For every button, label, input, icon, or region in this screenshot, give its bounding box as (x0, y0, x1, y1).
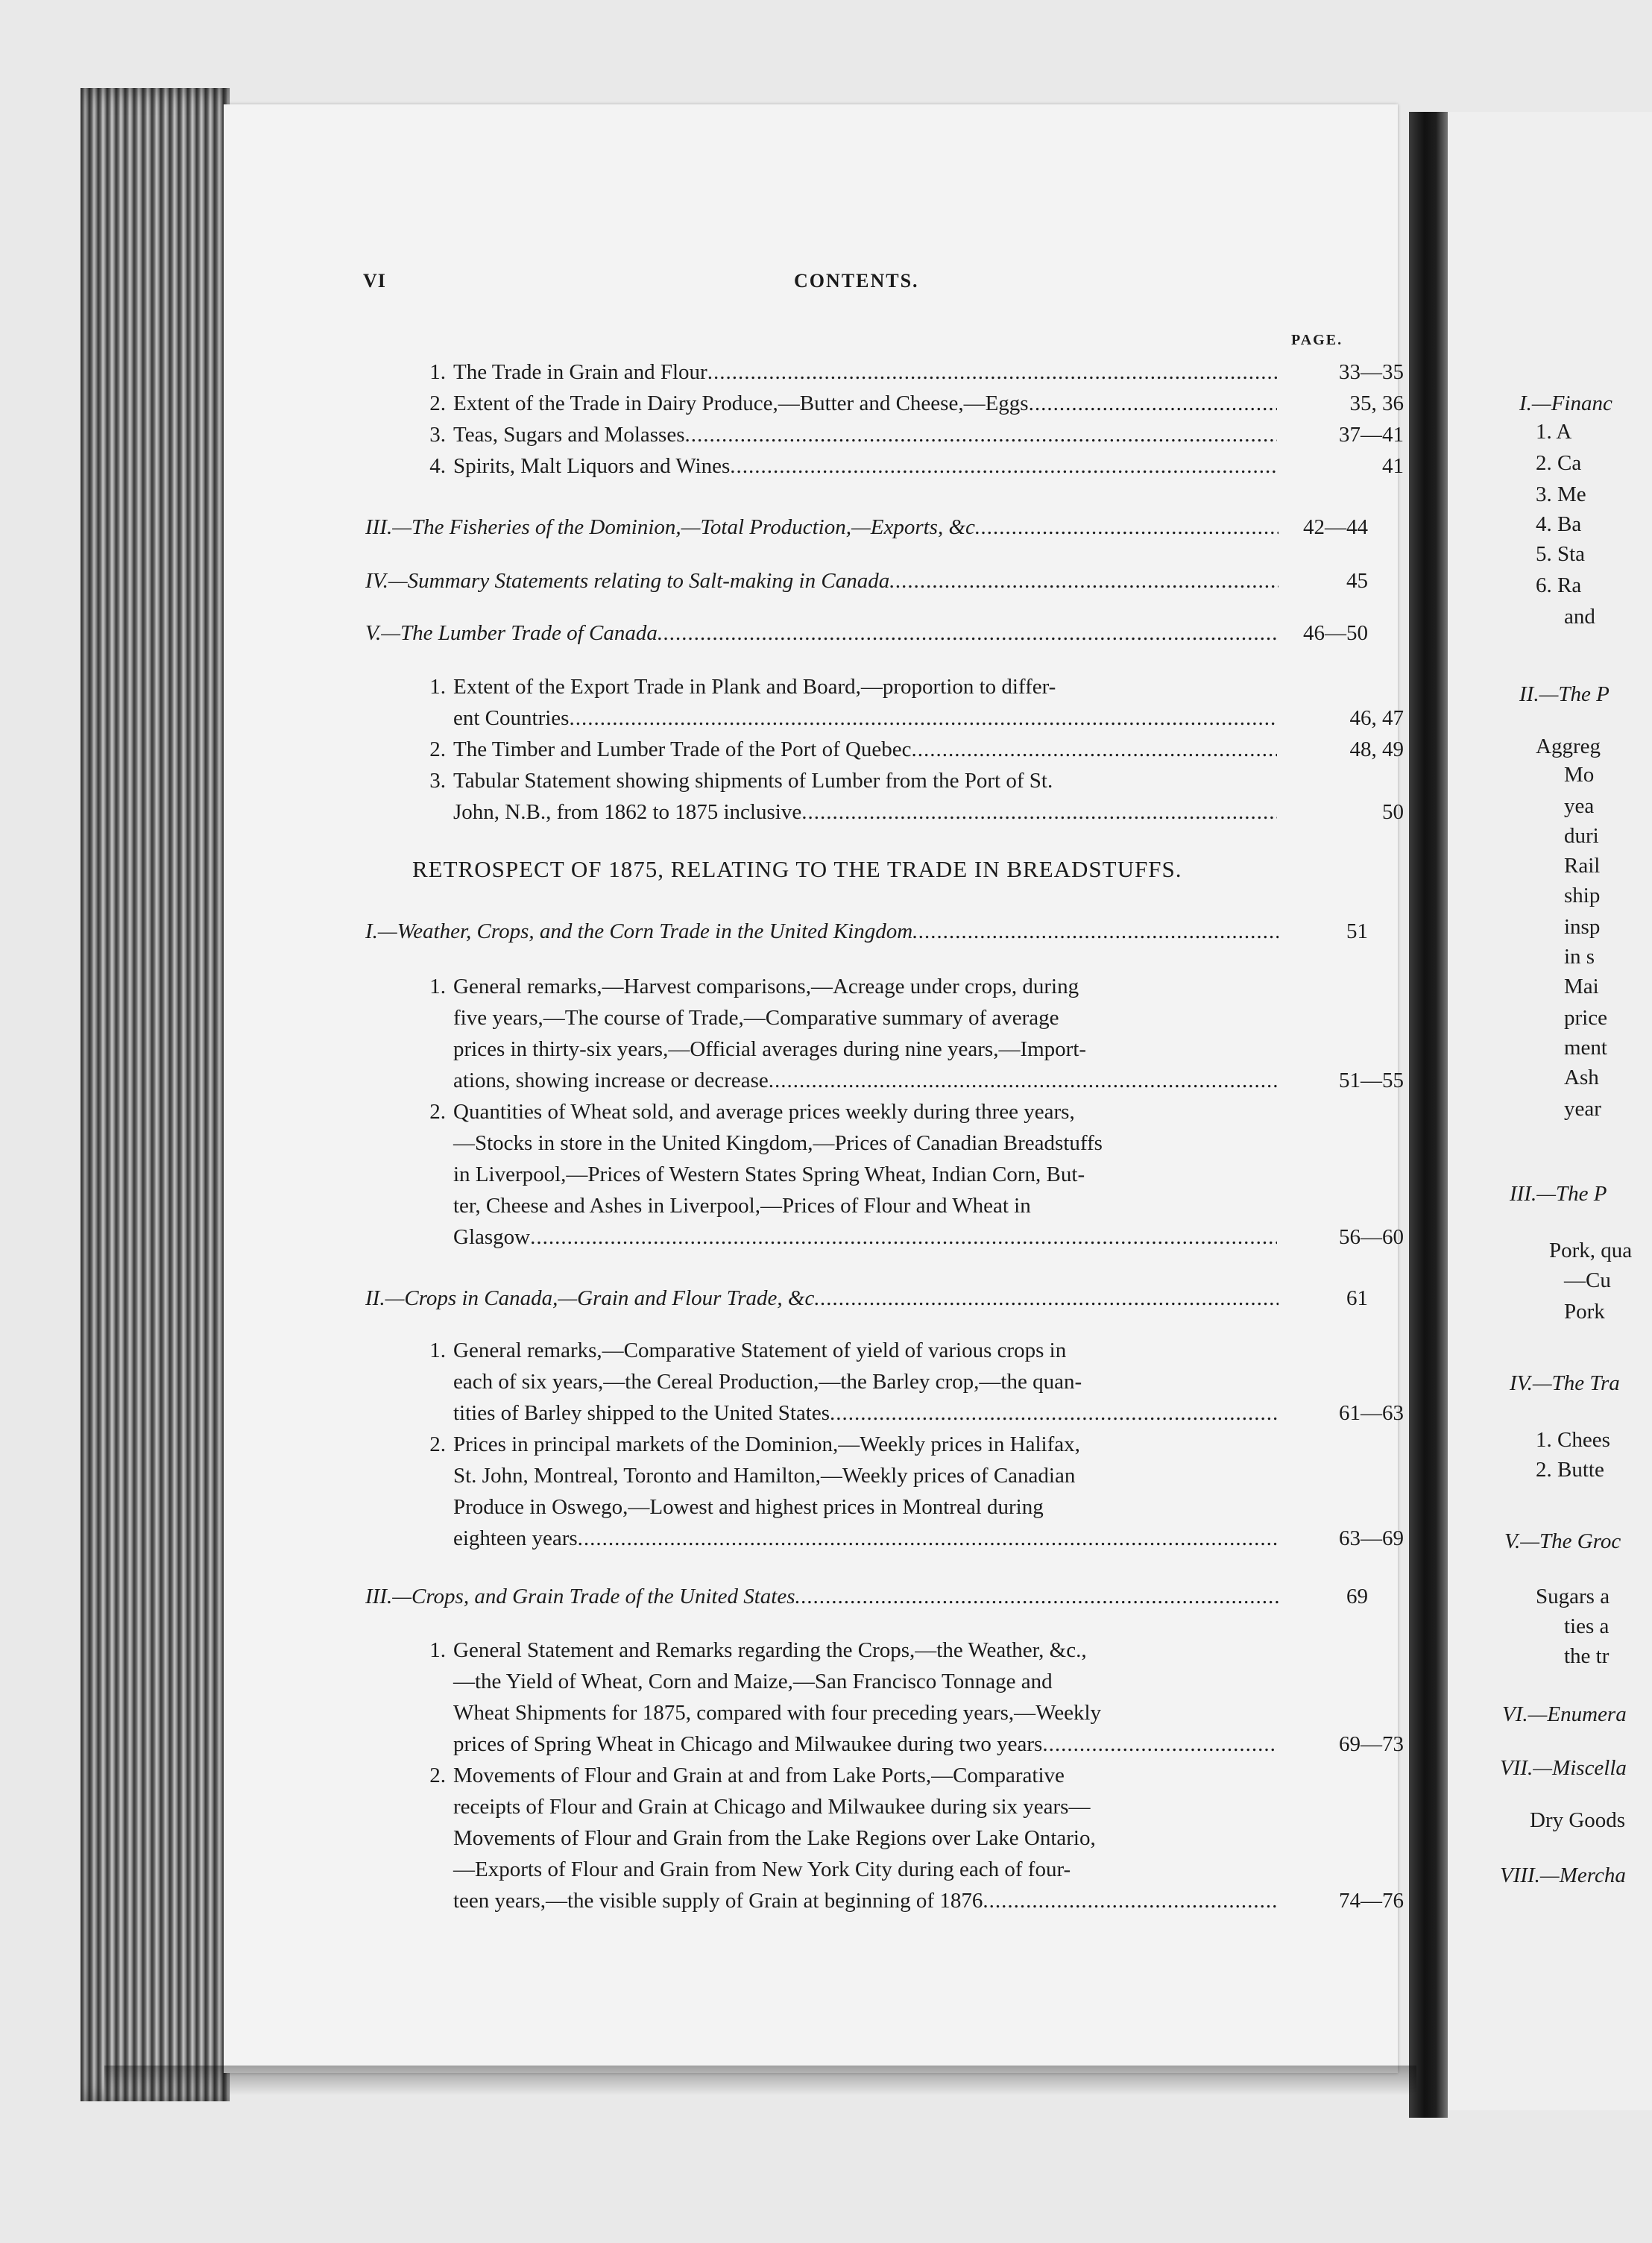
dot-leader (889, 565, 1279, 597)
right-page-line: Ash (1564, 1066, 1599, 1089)
right-page-line: and (1564, 605, 1595, 629)
right-page-line: 2. Ca (1536, 451, 1582, 475)
toc-item (409, 765, 1404, 828)
section-title: IV.—Summary Statements relating to Salt-making in Canada (365, 569, 890, 593)
item-page: 51—55 (1339, 1069, 1404, 1092)
item-text: ations, showing increase or decrease (453, 1069, 769, 1092)
item-page: 63—69 (1339, 1526, 1404, 1550)
section-page: 46—50 (1303, 621, 1368, 645)
item-text-line (453, 1065, 1277, 1096)
item-text-line (453, 734, 1277, 765)
right-page-line: in s (1564, 945, 1595, 969)
right-page-line: I.—Financ (1519, 391, 1612, 415)
section-title-line (365, 565, 1279, 597)
item-text-line (453, 388, 1277, 419)
section-title: III.—The Fisheries of the Dominion,—Total Production,—Exports, &c (365, 515, 975, 539)
page-title: CONTENTS. (794, 270, 919, 292)
section-page: 51 (1346, 919, 1368, 943)
item-text-line: General remarks,—Comparative Statement of yield of various crops in (453, 1338, 1067, 1362)
item-text-line (453, 1728, 1277, 1760)
dot-leader (1042, 1728, 1277, 1760)
dot-leader (983, 1885, 1277, 1916)
retrospect-heading: RETROSPECT OF 1875, RELATING TO THE TRADE IN BREADSTUFFS. (412, 856, 1182, 882)
dot-leader (684, 419, 1277, 450)
item-text: The Trade in Grain and Flour (453, 360, 707, 384)
right-page-line: III.—The P (1510, 1182, 1607, 1206)
section-title: V.—The Lumber Trade of Canada (365, 621, 658, 645)
right-page-line: Pork (1564, 1300, 1605, 1324)
item-text-line: St. John, Montreal, Toronto and Hamilton,—Weekly prices of Canadian (453, 1464, 1076, 1488)
toc-item (409, 388, 1404, 419)
section-title-line (365, 916, 1279, 947)
page-column-heading: PAGE. (1291, 332, 1343, 348)
right-page-line: Mai (1564, 975, 1599, 998)
item-number: 1. (429, 975, 446, 998)
right-page-line: Aggreg (1536, 734, 1601, 758)
page-number-roman: VI (363, 270, 386, 292)
item-text: teen years,—the visible supply of Grain at beginning of 1876 (453, 1889, 983, 1913)
item-text: eighteen years (453, 1526, 578, 1550)
item-text-line (453, 1221, 1277, 1253)
item-number: 3. (429, 423, 446, 447)
section-title-line (365, 617, 1279, 649)
item-text-line: —Exports of Flour and Grain from New York City during each of four- (453, 1857, 1071, 1881)
section-page: 69 (1346, 1585, 1368, 1608)
item-number: 2. (429, 1764, 446, 1787)
item-text-line (453, 1397, 1277, 1429)
toc-item (409, 1635, 1404, 1760)
right-page-line: Dry Goods (1530, 1808, 1626, 1832)
dot-leader (912, 916, 1279, 947)
item-text-line: five years,—The course of Trade,—Comparative summary of average (453, 1006, 1059, 1030)
item-text: Glasgow (453, 1225, 531, 1249)
dot-leader (814, 1283, 1279, 1314)
item-number: 1. (429, 675, 446, 699)
right-page-line: insp (1564, 915, 1601, 939)
item-text-line: Produce in Oswego,—Lowest and highest prices in Montreal during (453, 1495, 1044, 1519)
right-page-line: Sugars a (1536, 1585, 1610, 1608)
section-page: 61 (1346, 1286, 1368, 1310)
toc-item (409, 971, 1404, 1096)
item-text: John, N.B., from 1862 to 1875 inclusive (453, 800, 802, 824)
right-page-line: VIII.—Mercha (1500, 1863, 1626, 1887)
item-text-line: Wheat Shipments for 1875, compared with four preceding years,—Weekly (453, 1701, 1102, 1725)
section-title: III.—Crops, and Grain Trade of the United States (365, 1585, 795, 1608)
item-text-line (453, 1885, 1277, 1916)
dot-leader (801, 796, 1277, 828)
item-text-line: Prices in principal markets of the Dominion,—Weekly prices in Halifax, (453, 1432, 1080, 1456)
item-text-line (453, 419, 1277, 450)
toc-item (409, 450, 1404, 482)
item-text-line: each of six years,—the Cereal Production,—the Barley crop,—the quan- (453, 1370, 1082, 1394)
right-page-line: 4. Ba (1536, 512, 1582, 536)
toc-item (409, 1335, 1404, 1429)
dot-leader (730, 450, 1277, 482)
item-page: 61—63 (1339, 1401, 1404, 1425)
dot-leader (1029, 388, 1277, 419)
toc-item (409, 1096, 1404, 1253)
item-page: 74—76 (1339, 1889, 1404, 1913)
item-text-line (453, 356, 1277, 388)
running-head (0, 270, 1652, 300)
dot-leader (569, 702, 1277, 734)
item-text: Spirits, Malt Liquors and Wines (453, 454, 731, 478)
right-page-line: the tr (1564, 1644, 1610, 1668)
right-page-line: Pork, qua (1549, 1239, 1633, 1262)
item-text-line: —Stocks in store in the United Kingdom,—Prices of Canadian Breadstuffs (453, 1131, 1103, 1155)
item-text-line: ter, Cheese and Ashes in Liverpool,—Prices of Flour and Wheat in (453, 1194, 1031, 1218)
item-text-line: Quantities of Wheat sold, and average prices weekly during three years, (453, 1100, 1075, 1124)
right-page-line: year (1564, 1097, 1601, 1121)
item-text: tities of Barley shipped to the United States (453, 1401, 830, 1425)
item-page: 50 (1382, 800, 1404, 824)
right-page-line: 5. Sta (1536, 542, 1586, 566)
item-page: 35, 36 (1349, 391, 1404, 415)
right-page-line: VII.—Miscella (1500, 1756, 1627, 1780)
toc-item (409, 419, 1404, 450)
toc-item (409, 1429, 1404, 1554)
right-page-line: ties a (1564, 1614, 1610, 1638)
right-page-line: —Cu (1564, 1268, 1611, 1292)
item-number: 1. (429, 1338, 446, 1362)
dot-leader (975, 512, 1279, 543)
item-number: 3. (429, 769, 446, 793)
right-page-line: 2. Butte (1536, 1458, 1604, 1482)
item-text-line (453, 450, 1277, 482)
item-text-line (453, 796, 1277, 828)
item-number: 1. (429, 1638, 446, 1662)
right-page-line: 3. Me (1536, 482, 1586, 506)
item-number: 1. (429, 360, 446, 384)
right-page-line: 1. Chees (1536, 1428, 1610, 1452)
right-page-line: ment (1564, 1036, 1607, 1060)
item-page: 37—41 (1339, 423, 1404, 447)
item-page: 69—73 (1339, 1732, 1404, 1756)
item-number: 2. (429, 737, 446, 761)
item-text: The Timber and Lumber Trade of the Port of Quebec (453, 737, 912, 761)
toc-item (409, 356, 1404, 388)
right-page-line: II.—The P (1519, 682, 1610, 706)
right-page-line: V.—The Groc (1504, 1529, 1621, 1553)
right-page-line: 6. Ra (1536, 573, 1582, 597)
item-text-line: General remarks,—Harvest comparisons,—Acreage under crops, during (453, 975, 1079, 998)
item-page: 56—60 (1339, 1225, 1404, 1249)
item-text-line: Tabular Statement showing shipments of Lumber from the Port of St. (453, 769, 1053, 793)
right-page-line: duri (1564, 824, 1599, 848)
section-title-line (365, 512, 1279, 543)
toc-item (409, 734, 1404, 765)
section-title: II.—Crops in Canada,—Grain and Flour Trade, &c (365, 1286, 815, 1310)
toc-item (409, 1760, 1404, 1916)
right-page-line: Rail (1564, 854, 1601, 878)
book-page-edges (81, 88, 230, 2101)
dot-leader (795, 1581, 1279, 1612)
item-text: ent Countries (453, 706, 570, 730)
dot-leader (530, 1221, 1277, 1253)
item-text-line: Movements of Flour and Grain from the Lake Regions over Lake Ontario, (453, 1826, 1096, 1850)
item-text-line: prices in thirty-six years,—Official averages during nine years,—Import- (453, 1037, 1087, 1061)
book-gutter (1409, 112, 1448, 2118)
item-page: 41 (1382, 454, 1404, 478)
page-shadow (104, 2066, 1416, 2095)
item-page: 48, 49 (1349, 737, 1404, 761)
right-page-line: 1. A (1536, 420, 1572, 444)
item-number: 2. (429, 1100, 446, 1124)
dot-leader (769, 1065, 1277, 1096)
section-title-line (365, 1283, 1279, 1314)
item-text-line: Extent of the Export Trade in Plank and Board,—proportion to differ- (453, 675, 1056, 699)
right-page-line: yea (1564, 794, 1595, 818)
dot-leader (912, 734, 1277, 765)
toc-item (409, 671, 1404, 734)
right-page-line: IV.—The Tra (1510, 1371, 1620, 1395)
section-title-line (365, 1581, 1279, 1612)
item-text-line: General Statement and Remarks regarding the Crops,—the Weather, &c., (453, 1638, 1087, 1662)
item-number: 4. (429, 454, 446, 478)
section-title: I.—Weather, Crops, and the Corn Trade in the United Kingdom (365, 919, 913, 943)
right-page-line: Mo (1564, 763, 1595, 787)
item-page: 46, 47 (1349, 706, 1404, 730)
item-text-line: —the Yield of Wheat, Corn and Maize,—San Francisco Tonnage and (453, 1670, 1053, 1693)
dot-leader (707, 356, 1277, 388)
right-page-line: price (1564, 1006, 1607, 1030)
dot-leader (830, 1397, 1277, 1429)
item-page: 33—35 (1339, 360, 1404, 384)
right-page-line: VI.—Enumera (1502, 1702, 1627, 1726)
item-number: 2. (429, 1432, 446, 1456)
item-text-line (453, 702, 1277, 734)
item-text-line: in Liverpool,—Prices of Western States Spring Wheat, Indian Corn, But- (453, 1163, 1085, 1186)
item-text: Teas, Sugars and Molasses (453, 423, 685, 447)
item-text-line: receipts of Flour and Grain at Chicago and Milwaukee during six years— (453, 1795, 1091, 1819)
item-text: Extent of the Trade in Dairy Produce,—Butter and Cheese,—Eggs (453, 391, 1029, 415)
item-number: 2. (429, 391, 446, 415)
item-text-line (453, 1523, 1277, 1554)
item-text: prices of Spring Wheat in Chicago and Milwaukee during two years (453, 1732, 1043, 1756)
item-text-line: Movements of Flour and Grain at and from Lake Ports,—Comparative (453, 1764, 1065, 1787)
dot-leader (658, 617, 1279, 649)
right-page-line: ship (1564, 884, 1601, 907)
section-page: 42—44 (1303, 515, 1368, 539)
dot-leader (578, 1523, 1277, 1554)
section-page: 45 (1346, 569, 1368, 593)
